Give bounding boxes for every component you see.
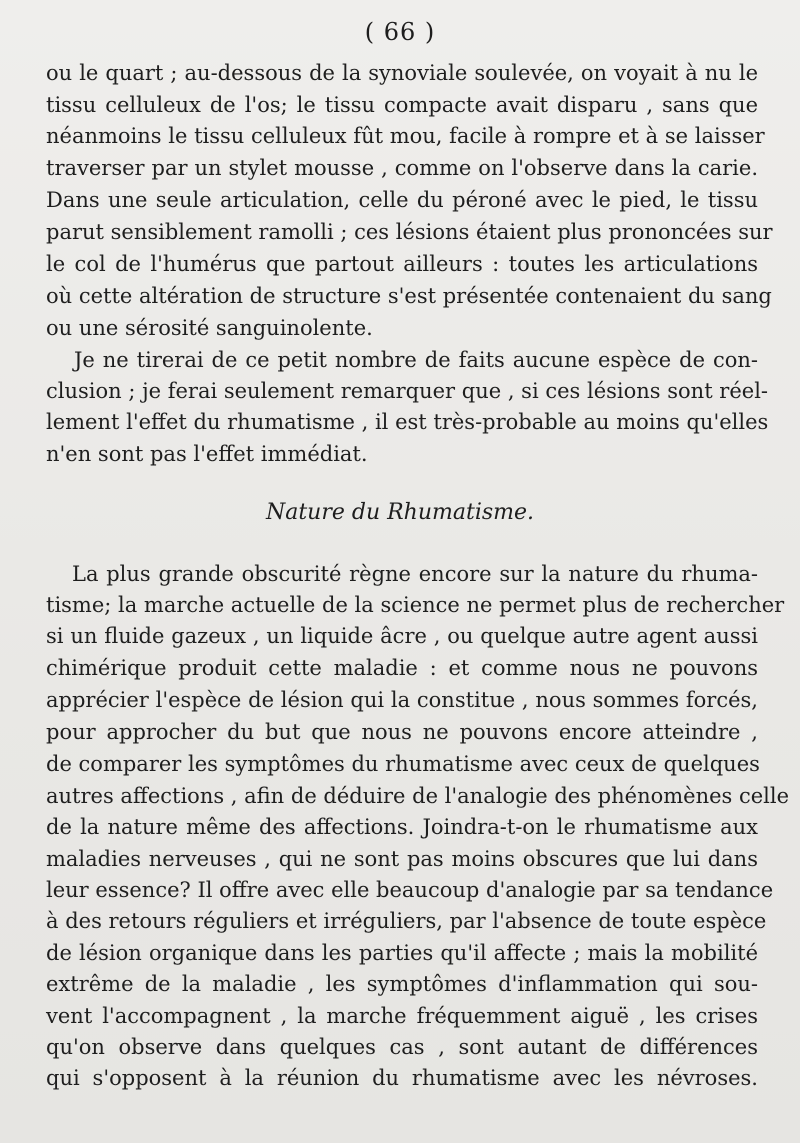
text-line: parut sensiblement ramolli ; ces lésions étaient plus prononcées sur bbox=[46, 220, 773, 244]
text-line: chimérique produit cette maladie : et comme nous ne pouvons bbox=[46, 656, 758, 680]
text-line: pour approcher du but que nous ne pouvons encore atteindre , bbox=[46, 720, 758, 744]
text-line: tissu celluleux de l'os; le tissu compacte avait disparu , sans que bbox=[46, 93, 758, 117]
text-line: autres affections , afin de déduire de l'analogie des phénomènes celle bbox=[46, 784, 790, 808]
text-line: traverser par un stylet mousse , comme on l'observe dans la carie. bbox=[46, 156, 758, 180]
text-line: apprécier l'espèce de lésion qui la constitue , nous sommes forcés, bbox=[46, 688, 758, 712]
text-line: qui s'opposent à la réunion du rhumatisme avec les névroses. bbox=[46, 1066, 758, 1090]
text-line: n'en sont pas l'effet immédiat. bbox=[46, 442, 368, 466]
text-line: le col de l'humérus que partout ailleurs : toutes les articulations bbox=[46, 252, 758, 276]
text-line: La plus grande obscurité règne encore sur la nature du rhuma- bbox=[72, 562, 758, 586]
text-line: ou le quart ; au-dessous de la synoviale soulevée, on voyait à nu le bbox=[46, 61, 758, 85]
text-line: Dans une seule articulation, celle du péroné avec le pied, le tissu bbox=[46, 188, 758, 212]
text-line: de comparer les symptômes du rhumatisme avec ceux de quelques bbox=[46, 752, 760, 776]
text-line: si un fluide gazeux , un liquide âcre , ou quelque autre agent aussi bbox=[46, 624, 758, 648]
page-number: ( 66 ) bbox=[364, 18, 436, 46]
text-line: leur essence? Il offre avec elle beaucoup d'analogie par sa tendance bbox=[46, 878, 774, 902]
text-line: de lésion organique dans les parties qu'il affecte ; mais la mobilité bbox=[46, 941, 758, 965]
text-line: lement l'effet du rhumatisme , il est très-probable au moins qu'elles bbox=[46, 410, 769, 434]
text-line: néanmoins le tissu celluleux fût mou, facile à rompre et à se laisser bbox=[46, 124, 765, 148]
text-line: clusion ; je ferai seulement remarquer que , si ces lésions sont réel- bbox=[46, 379, 769, 403]
text-line: à des retours réguliers et irréguliers, par l'absence de toute espèce bbox=[46, 909, 767, 933]
text-line: de la nature même des affections. Joindra-t-on le rhumatisme aux bbox=[46, 815, 758, 839]
section-heading: Nature du Rhumatisme. bbox=[265, 500, 535, 525]
text-line: extrême de la maladie , les symptômes d'inflammation qui sou- bbox=[46, 972, 758, 996]
text-line: ou une sérosité sanguinolente. bbox=[46, 316, 373, 340]
text-line: maladies nerveuses , qui ne sont pas moins obscures que lui dans bbox=[46, 847, 758, 871]
text-line: qu'on observe dans quelques cas , sont autant de différences bbox=[46, 1035, 758, 1059]
text-line: Je ne tirerai de ce petit nombre de faits aucune espèce de con- bbox=[74, 348, 758, 372]
text-line: vent l'accompagnent , la marche fréquemment aiguë , les crises bbox=[46, 1004, 758, 1028]
text-line: tisme; la marche actuelle de la science ne permet plus de rechercher bbox=[46, 593, 785, 617]
text-line: où cette altération de structure s'est présentée contenaient du sang bbox=[46, 284, 772, 308]
